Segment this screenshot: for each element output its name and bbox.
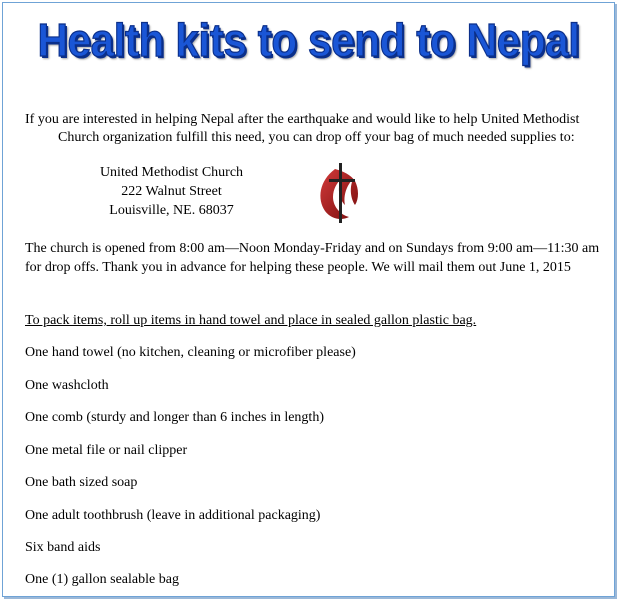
kit-item: One hand towel (no kitchen, cleaning or microfiber please) [25, 345, 356, 360]
kit-item: One comb (sturdy and longer than 6 inches in length) [25, 410, 324, 425]
hours-paragraph [25, 239, 610, 277]
kit-item: One adult toothbrush (leave in additional packaging) [25, 508, 321, 523]
kit-item: One (1) gallon sealable bag [25, 572, 179, 587]
cross-and-flame-icon [315, 159, 367, 225]
intro-line-2: Church organization fulfill this need, you can drop off your bag of much needed supplies to: [58, 130, 575, 145]
intro-paragraph [25, 111, 600, 147]
church-street: 222 Walnut Street [121, 184, 222, 199]
packing-instructions: To pack items, roll up items in hand towel and place in sealed gallon plastic bag. [25, 313, 477, 328]
kit-item: One metal file or nail clipper [25, 443, 188, 458]
intro-line-1: If you are interested in helping Nepal after the earthquake and would like to help United Methodist [25, 112, 580, 127]
flyer-title: Health kits to send to Nepal [37, 14, 580, 66]
church-name: United Methodist Church [99, 165, 244, 180]
church-address [98, 163, 245, 220]
hours-line-2: for drop offs. Thank you in advance for helping these people. We will mail them out June 1, 2015 [25, 260, 571, 275]
kit-item: Six band aids [25, 540, 101, 555]
hours-line-1: The church is opened from 8:00 am—Noon Monday-Friday and on Sundays from 9:00 am—11:30 am [25, 241, 600, 256]
flyer-page [2, 2, 615, 597]
kit-item: One washcloth [25, 378, 109, 393]
kit-item: One bath sized soap [25, 475, 138, 490]
church-city: Louisville, NE. 68037 [109, 203, 234, 218]
